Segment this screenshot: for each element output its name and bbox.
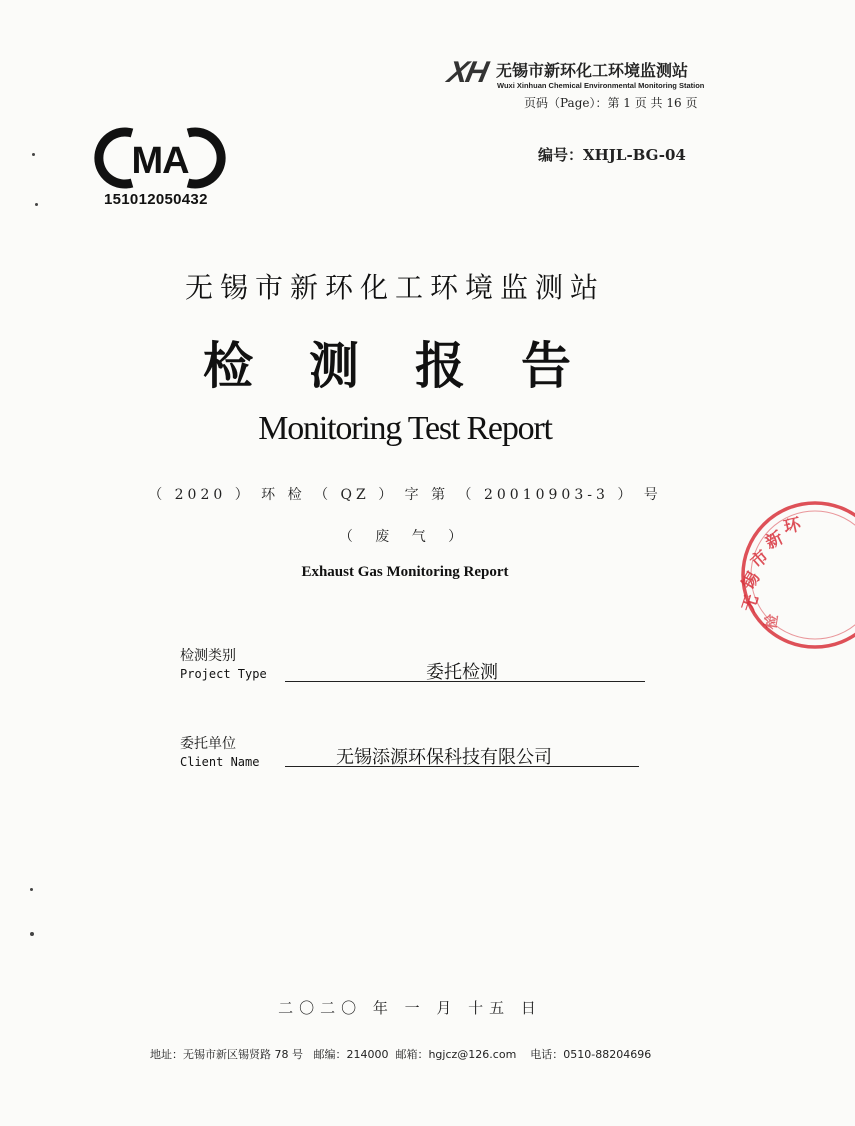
cma-badge-icon (102, 129, 218, 187)
report-title-cn: 检测报告 (203, 336, 627, 395)
report-title-en: Monitoring Test Report (258, 410, 552, 447)
station-name-cn: 无锡市新环化工环境监测站 (496, 61, 689, 80)
svg-text:无: 无 (738, 592, 764, 615)
scan-speck (32, 153, 35, 156)
client-name-value: 无锡添源环保科技有限公司 (336, 747, 552, 768)
client-name-label-cn: 委托单位 (180, 736, 236, 752)
client-name-label-en: Client Name (180, 755, 260, 769)
report-category-en: Exhaust Gas Monitoring Report (301, 564, 509, 580)
project-type-label-en: Project Type (180, 667, 267, 681)
report-category-cn: （ 废 气 ） (338, 529, 472, 545)
station-logo: XH (444, 56, 490, 89)
svg-text:市: 市 (746, 546, 773, 573)
cma-number: 151012050432 (104, 191, 208, 208)
station-name-en: Wuxi Xinhuan Chemical Environmental Monitoring Station (497, 81, 705, 90)
scan-speck (30, 932, 34, 936)
report-date: 二〇二〇 年 一 月 十五 日 (278, 999, 542, 1017)
report-code: （ 2020 ） 环 检 （ QZ ） 字 第 （ 20010903-3 ） 号 (148, 487, 662, 503)
project-type-field (285, 658, 645, 682)
scan-speck (35, 203, 38, 206)
svg-text:检: 检 (761, 612, 782, 631)
project-type-value: 委托检测 (426, 662, 498, 683)
official-stamp-icon (735, 495, 855, 655)
svg-text:环: 环 (781, 514, 803, 538)
svg-text:MA: MA (131, 140, 189, 182)
org-title: 无锡市新环化工环境监测站 (184, 271, 605, 304)
doc-number: 编号：XHJL-BG-04 (538, 146, 686, 164)
svg-text:新: 新 (762, 528, 787, 554)
scan-speck (30, 888, 33, 891)
project-type-label-cn: 检测类别 (180, 648, 236, 664)
footer-contact: 地址：无锡市新区锡贤路 78 号 邮编：214000 邮箱：hgjcz@126.com 电话：0510-88204696 (150, 1048, 652, 1061)
page-info: 页码（Page）：第 1 页 共 16 页 (524, 96, 698, 110)
svg-text:锡: 锡 (738, 568, 765, 594)
client-name-field (285, 743, 639, 767)
